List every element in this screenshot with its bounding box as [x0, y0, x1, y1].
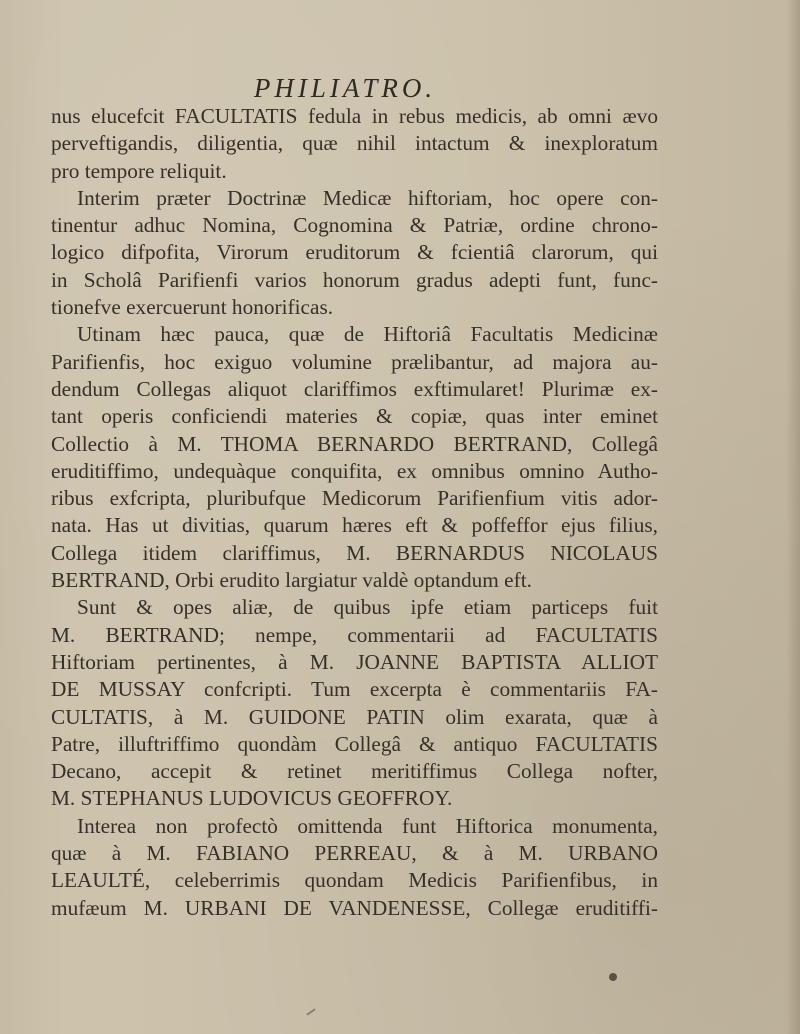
text-line: logico difpofita, Virorum eruditorum & fcientiâ clarorum, qui: [51, 240, 658, 265]
paper-speck: [306, 1008, 315, 1015]
text-line: Interim præter Doctrinæ Medicæ hiftoriam, hoc opere con-: [77, 185, 658, 210]
text-line: DE MUSSAY confcripti. Tum excerpta è commentariis FA-: [51, 677, 658, 702]
text-line: LEAULTÉ, celeberrimis quondam Medicis Parifienfibus, in: [51, 868, 658, 893]
page-edge-shadow: [786, 0, 800, 1034]
text-line: BERTRAND, Orbi erudito largiatur valdè optandum eft.: [51, 568, 532, 593]
text-line: tinentur adhuc Nomina, Cognomina & Patriæ, ordine chrono-: [51, 213, 658, 238]
text-line: M. STEPHANUS LUDOVICUS GEOFFROY.: [51, 786, 453, 811]
text-line: quæ à M. FABIANO PERREAU, & à M. URBANO: [51, 841, 658, 866]
text-line: Decano, accepit & retinet meritiffimus Collega nofter,: [51, 759, 658, 784]
text-line: ribus exfcripta, pluribufque Medicorum Parifienfium vitis ador-: [51, 486, 658, 511]
text-line: dendum Collegas aliquot clariffimos exftimularet! Plurimæ ex-: [51, 376, 658, 401]
text-line: mufæum M. URBANI DE VANDENESSE, Collegæ eruditiffi-: [51, 895, 658, 920]
body-text: [51, 103, 658, 922]
running-header: PHILIATRO.: [253, 73, 437, 103]
text-line: Patre, illuftriffimo quondàm Collegâ & antiquo FACULTATIS: [51, 731, 658, 756]
text-line: in Scholâ Parifienfi varios honorum gradus adepti funt, func-: [51, 267, 658, 292]
text-line: Interea non profectò omittenda funt Hiftorica monumenta,: [77, 813, 658, 838]
text-line: M. BERTRAND; nempe, commentarii ad FACULTATIS: [51, 622, 658, 647]
text-line: CULTATIS, à M. GUIDONE PATIN olim exarata, quæ à: [51, 704, 658, 729]
ink-spot: [609, 973, 617, 981]
text-line: Hiftoriam pertinentes, à M. JOANNE BAPTISTA ALLIOT: [51, 649, 658, 674]
text-line: nus elucefcit FACULTATIS fedula in rebus medicis, ab omni ævo: [51, 104, 658, 128]
text-line: tant operis conficiendi materies & copiæ, quas inter eminet: [51, 404, 658, 429]
text-line: eruditiffimo, undequàque conquifita, ex omnibus omnino Autho-: [51, 458, 658, 483]
text-line: Utinam hæc pauca, quæ de Hiftoriâ Facultatis Medicinæ: [77, 322, 658, 347]
text-line: perveftigandis, diligentia, quæ nihil intactum & inexploratum: [51, 131, 658, 156]
text-line: nata. Has ut divitias, quarum hæres eft & poffeffor ejus filius,: [51, 513, 658, 538]
text-line: Sunt & opes aliæ, de quibus ipfe etiam particeps fuit: [77, 595, 658, 620]
text-line: Parifienfis, hoc exiguo volumine prælibantur, ad majora au-: [51, 349, 658, 374]
text-line: tionefve exercuerunt honorificas.: [51, 295, 334, 320]
text-line: pro tempore reliquit.: [51, 158, 227, 183]
text-line: Collega itidem clariffimus, M. BERNARDUS NICOLAUS: [51, 540, 658, 565]
text-line: Collectio à M. THOMA BERNARDO BERTRAND, Collegâ: [51, 431, 658, 456]
